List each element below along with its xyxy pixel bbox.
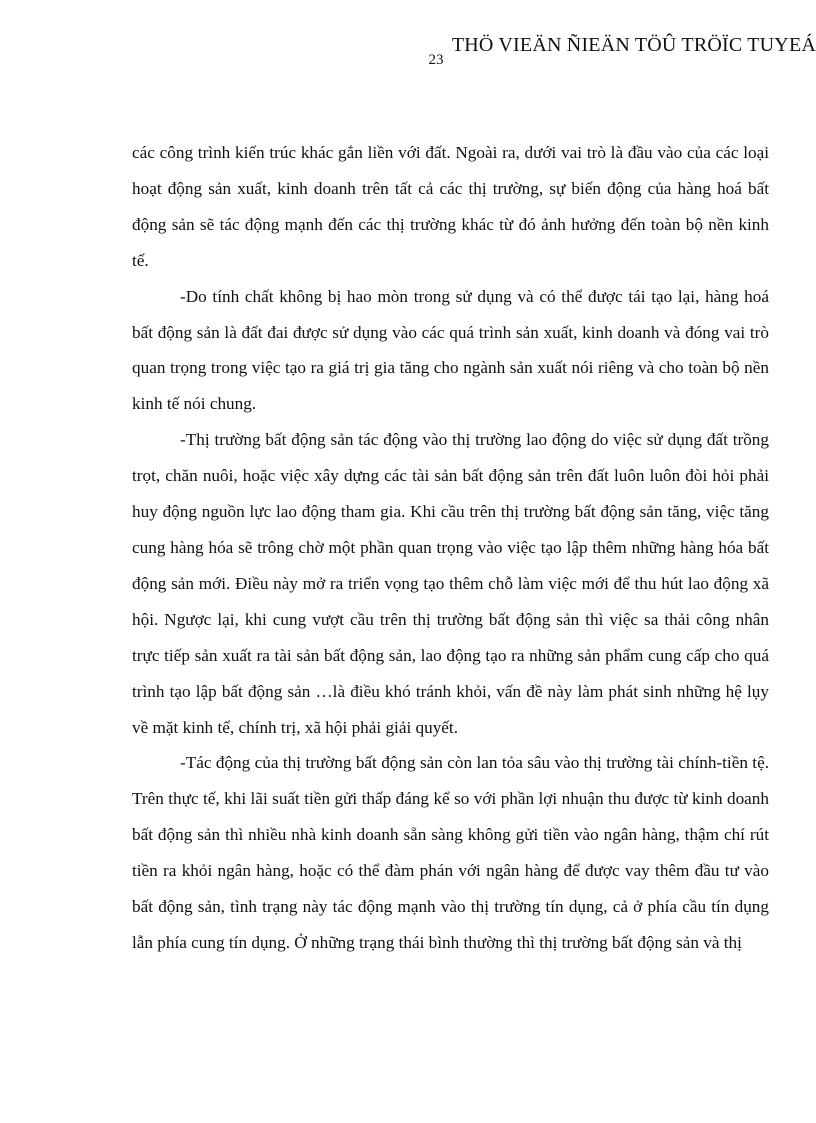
paragraph-labor-market: -Thị trường bất động sản tác động vào thị trường lao động do việc sử dụng đất trồng trọt, chăn nuôi, hoặc việc xây dựng các tài sản bất động sản trên đất luôn luôn đòi hỏi phải huy động nguồn lực lao động tham gia. Khi cầu trên thị trường bất động sản tăng, việc tăng cung hàng hóa sẽ trông chờ một phần quan trọng vào việc tạo lập thêm những hàng hóa bất động sản mới. Điều này mở ra triển vọng tạo thêm chỗ làm việc mới để thu hút lao động xã hội. Ngược lại, khi cung vượt cầu trên thị trường bất động sản thì việc sa thải công nhân trực tiếp sản xuất ra tài sản bất động sản, lao động tạo ra những sản phẩm cung cấp cho quá trình tạo lập bất động sản …là điều khó tránh khỏi, vấn đề này làm phát sinh những hệ lụy về mặt kinh tế, chính trị, xã hội phải giải quyết.: [132, 430, 769, 737]
header-watermark: THÖ VIEÄN ÑIEÄN TÖÛ TRÖÏC TUYEÁ: [451, 34, 816, 56]
paragraph-land-value: -Do tính chất không bị hao mòn trong sử dụng và có thể được tái tạo lại, hàng hoá bất động sản là đất đai được sử dụng vào các quá trình sản xuất, kinh doanh và đóng vai trò quan trọng trong việc tạo ra giá trị gia tăng cho ngành sản xuất nói riêng và cho toàn bộ nền kinh tế nói chung.: [132, 286, 769, 414]
document-body: [132, 135, 769, 961]
page-number: 23: [428, 52, 444, 68]
paragraph-financial-market: -Tác động của thị trường bất động sản còn lan tỏa sâu vào thị trường tài chính-tiền tệ. Trên thực tế, khi lãi suất tiền gửi thấp đáng kể so với phần lợi nhuận thu được từ kinh doanh bất động sản thì nhiều nhà kinh doanh sẵn sàng không gửi tiền vào ngân hàng, thậm chí rút tiền ra khỏi ngân hàng, hoặc có thể đàm phán với ngân hàng để được vay thêm đầu tư vào bất động sản, tình trạng này tác động mạnh vào thị trường tín dụng, cả ở phía cầu tín dụng lẫn phía cung tín dụng. Ở những trạng thái bình thường thì thị trường bất động sản và thị: [132, 753, 769, 952]
paragraph-continuation: các công trình kiến trúc khác gắn liền với đất. Ngoài ra, dưới vai trò là đầu vào của các loại hoạt động sản xuất, kinh doanh trên tất cả các thị trường, sự biến động của hàng hoá bất động sản sẽ tác động mạnh đến các thị trường khác từ đó ảnh hưởng đến toàn bộ nền kinh tế.: [132, 143, 769, 270]
